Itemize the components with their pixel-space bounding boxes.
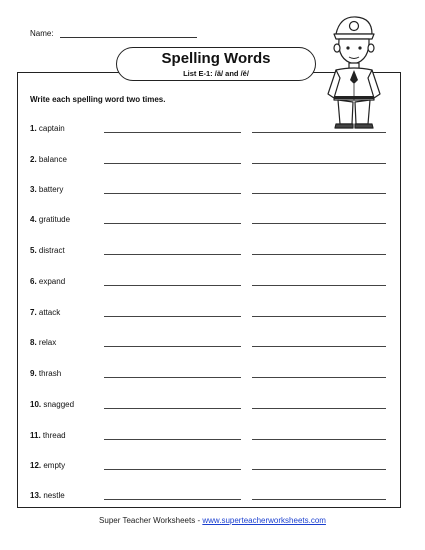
- word-label: 6. expand: [30, 277, 66, 286]
- instruction-text: Write each spelling word two times.: [30, 95, 166, 104]
- write-line-2[interactable]: [252, 377, 386, 378]
- name-label: Name:: [30, 29, 54, 38]
- write-line-2[interactable]: [252, 469, 386, 470]
- write-line-2[interactable]: [252, 223, 386, 224]
- word-label: 12. empty: [30, 461, 66, 470]
- list-subtitle: List E-1: /ă/ and /ĕ/: [183, 69, 249, 78]
- title-box: [116, 47, 316, 81]
- write-line-2[interactable]: [252, 499, 386, 500]
- word-row: [30, 369, 390, 383]
- footer-link[interactable]: www.superteacherworksheets.com: [202, 516, 326, 525]
- word-label: 9. thrash: [30, 369, 62, 378]
- name-row: [30, 29, 54, 38]
- word-label: 11. thread: [30, 431, 66, 440]
- name-field-line[interactable]: [60, 37, 197, 38]
- captain-illustration: [322, 12, 384, 130]
- write-line-1[interactable]: [104, 285, 241, 286]
- word-label: 13. nestle: [30, 491, 65, 500]
- word-row: [30, 215, 390, 229]
- word-label: 8. relax: [30, 338, 57, 347]
- word-label: 2. balance: [30, 155, 67, 164]
- page-title: Spelling Words: [161, 50, 271, 67]
- word-label: 10. snagged: [30, 400, 75, 409]
- write-line-2[interactable]: [252, 439, 386, 440]
- write-line-2[interactable]: [252, 193, 386, 194]
- word-label: 7. attack: [30, 308, 61, 317]
- write-line-2[interactable]: [252, 316, 386, 317]
- write-line-1[interactable]: [104, 193, 241, 194]
- word-row: [30, 400, 390, 414]
- word-row: [30, 308, 390, 322]
- write-line-1[interactable]: [104, 163, 241, 164]
- write-line-1[interactable]: [104, 439, 241, 440]
- footer: [0, 516, 425, 525]
- write-line-2[interactable]: [252, 408, 386, 409]
- word-label: 1. captain: [30, 124, 65, 133]
- word-row: [30, 185, 390, 199]
- write-line-1[interactable]: [104, 408, 241, 409]
- write-line-1[interactable]: [104, 499, 241, 500]
- write-line-1[interactable]: [104, 316, 241, 317]
- write-line-2[interactable]: [252, 132, 386, 133]
- word-label: 3. battery: [30, 185, 64, 194]
- word-row: [30, 431, 390, 445]
- word-row: [30, 338, 390, 352]
- write-line-2[interactable]: [252, 163, 386, 164]
- write-line-2[interactable]: [252, 254, 386, 255]
- word-row: [30, 277, 390, 291]
- word-row: [30, 491, 390, 505]
- word-row: [30, 246, 390, 260]
- write-line-1[interactable]: [104, 346, 241, 347]
- write-line-1[interactable]: [104, 223, 241, 224]
- write-line-2[interactable]: [252, 285, 386, 286]
- word-label: 5. distract: [30, 246, 65, 255]
- word-row: [30, 155, 390, 169]
- write-line-2[interactable]: [252, 346, 386, 347]
- word-label: 4. gratitude: [30, 215, 71, 224]
- word-row: [30, 124, 390, 138]
- write-line-1[interactable]: [104, 469, 241, 470]
- write-line-1[interactable]: [104, 377, 241, 378]
- word-row: [30, 461, 390, 475]
- footer-text: Super Teacher Worksheets -: [99, 516, 203, 525]
- write-line-1[interactable]: [104, 254, 241, 255]
- write-line-1[interactable]: [104, 132, 241, 133]
